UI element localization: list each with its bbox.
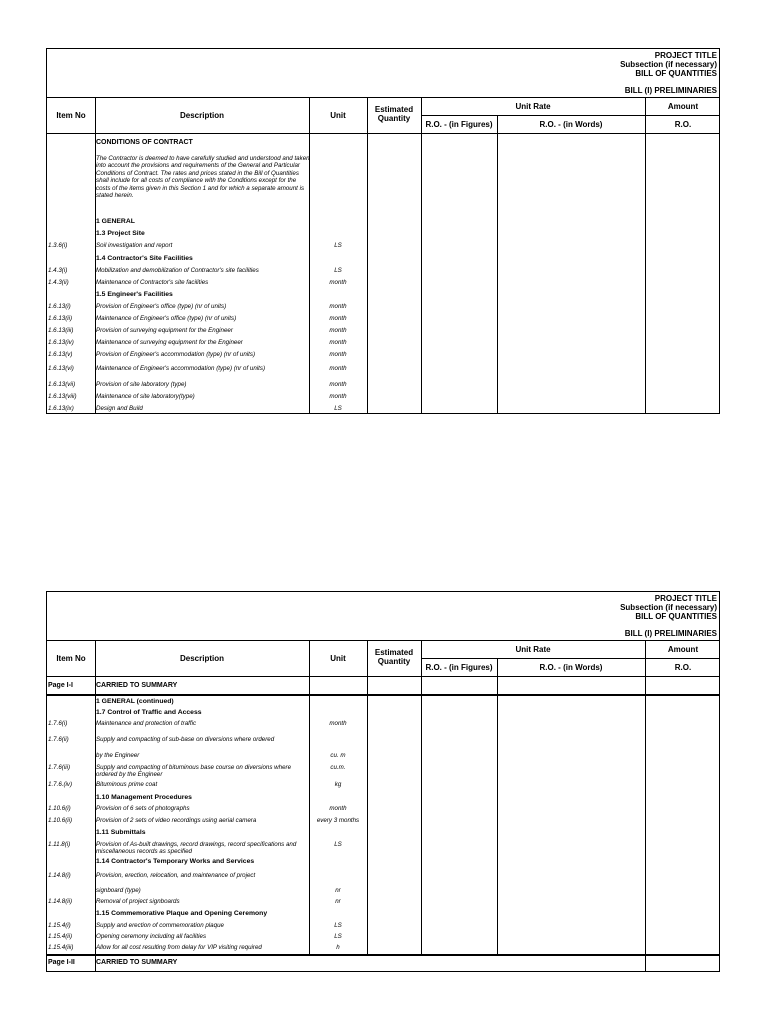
description-cell: Allow for all cost resulting from delay for VIP visiting required	[96, 944, 262, 951]
bill-label: BILL (I) PRELIMINARIES	[624, 629, 717, 638]
col-estimated-quantity: Estimated Quantity	[374, 105, 414, 123]
description-cell: 1.5 Engineer's Facilities	[96, 291, 173, 298]
unit-cell: month	[329, 720, 347, 727]
unit-cell: month	[329, 339, 347, 346]
col-ro-figures: R.O. - (in Figures)	[425, 663, 493, 672]
conditions-heading: CONDITIONS OF CONTRACT	[96, 139, 193, 146]
description-cell: Provision of As-built drawings, record drawings, record specifications and miscellaneous records as specified	[96, 841, 297, 855]
item-no-cell: 1.7.6(ii)	[48, 736, 69, 743]
conditions-text: The Contractor is deemed to have carefully studied and understood and taken into account the provisions and requirements of the General and Particular Conditions of Contract. The rates and prices stated in the Bill of Quantities shall include for all costs of compliance with the Conditions except for the costs of the items given in this Section 1 and for which a separate amount is stated herein.	[96, 155, 310, 200]
description-cell: 1 GENERAL	[96, 218, 135, 225]
item-no-cell: 1.6.13(v)	[48, 351, 73, 358]
description-cell: Maintenance of surveying equipment for the Engineer	[96, 339, 243, 346]
unit-cell: month	[329, 279, 347, 286]
bill-label: BILL (I) PRELIMINARIES	[624, 86, 717, 95]
sheet-header	[620, 594, 717, 638]
item-no-cell: 1.6.13(viii)	[48, 393, 77, 400]
col-item-no: Item No	[56, 654, 86, 663]
item-no-cell: 1.6.13(vii)	[48, 381, 76, 388]
unit-cell: LS	[334, 405, 342, 412]
unit-cell: LS	[334, 922, 342, 929]
description-cell: Provision of Engineer's accommodation (type) (nr of units)	[96, 351, 256, 358]
sheet-header	[620, 51, 717, 95]
unit-cell: h	[336, 944, 340, 951]
item-no-cell: 1.11.8(i)	[48, 841, 71, 848]
description-cell: Bituminous prime coat	[96, 781, 158, 788]
col-ro: R.O.	[674, 663, 692, 672]
col-ro-words: R.O. - (in Words)	[539, 663, 603, 672]
unit-cell: month	[329, 351, 347, 358]
unit-cell: every 3 months	[316, 817, 360, 824]
item-no-cell: 1.10.6(i)	[48, 805, 71, 812]
description-cell: Design and Build	[96, 405, 143, 412]
item-no-cell: 1.7.6(i)	[48, 720, 68, 727]
unit-cell: cu.m.	[330, 764, 346, 771]
unit-cell: month	[329, 365, 347, 372]
item-no-cell: 1.6.13(vi)	[48, 365, 74, 372]
col-description: Description	[179, 111, 224, 120]
description-cell: Provision, erection, relocation, and maintenance of project	[96, 872, 256, 879]
project-title: PROJECT TITLE	[654, 594, 717, 603]
item-no-cell: 1.6.13(iv)	[48, 339, 74, 346]
unit-cell: month	[329, 315, 347, 322]
description-cell: Provision of site laboratory (type)	[96, 381, 187, 388]
col-estimated-quantity: Estimated Quantity	[374, 648, 414, 666]
unit-cell: month	[329, 393, 347, 400]
unit-cell: nr	[335, 887, 341, 894]
description-cell: Maintenance and protection of traffic	[96, 720, 197, 727]
boq-sheet-page-2	[46, 591, 720, 972]
col-item-no: Item No	[56, 111, 86, 120]
carried-bottom-desc: CARRIED TO SUMMARY	[96, 959, 178, 966]
subsection-label: Subsection (if necessary)	[620, 60, 717, 69]
item-no-cell: 1.6.13(ii)	[48, 315, 73, 322]
description-cell: 1.4 Contractor's Site Facilities	[96, 255, 193, 262]
description-cell: Supply and compacting of bituminous base course on diversions where ordered by the Engineer	[96, 764, 292, 778]
col-unit-rate: Unit Rate	[515, 102, 551, 111]
description-cell: Removal of project signboards	[96, 898, 180, 905]
item-no-cell: 1.14.8(ii)	[48, 898, 73, 905]
description-cell: Maintenance of Contractor's site facilities	[96, 279, 209, 286]
unit-cell: LS	[334, 242, 342, 249]
unit-cell: month	[329, 327, 347, 334]
unit-cell: month	[329, 303, 347, 310]
description-cell: 1 GENERAL (continued)	[96, 698, 174, 705]
description-cell: Maintenance of Engineer's office (type) (nr of units)	[96, 315, 237, 322]
description-cell: Provision of 2 sets of video recordings using aerial camera	[96, 817, 257, 824]
description-cell: Provision of surveying equipment for the Engineer	[96, 327, 233, 334]
item-no-cell: 1.7.6.(iv)	[48, 781, 73, 788]
unit-cell: LS	[334, 933, 342, 940]
boq-label: BILL OF QUANTITIES	[635, 69, 717, 78]
description-cell: 1.15 Commemorative Plaque and Opening Ceremony	[96, 910, 268, 917]
item-no-cell: 1.7.6(iii)	[48, 764, 71, 771]
description-cell: signboard (type)	[96, 887, 141, 894]
description-cell: 1.3 Project Site	[96, 230, 145, 237]
item-no-cell: 1.4.3(ii)	[48, 279, 69, 286]
description-cell: 1.7 Control of Traffic and Access	[96, 709, 202, 716]
item-no-cell: 1.6.13(i)	[48, 303, 71, 310]
description-cell: Supply and compacting of sub-base on diversions where ordered	[96, 736, 275, 743]
description-cell: Mobilization and demobilization of Contractor's site facilities	[96, 267, 259, 274]
col-ro-figures: R.O. - (in Figures)	[425, 120, 493, 129]
item-no-cell: 1.14.8(i)	[48, 872, 71, 879]
description-cell: Provision of Engineer's office (type) (nr of units)	[96, 303, 227, 310]
description-cell: 1.14 Contractor's Temporary Works and Services	[96, 858, 255, 865]
description-cell: Provision of 6 sets of photographs	[96, 805, 190, 812]
boq-label: BILL OF QUANTITIES	[635, 612, 717, 621]
unit-cell: kg	[334, 781, 342, 788]
col-amount: Amount	[667, 645, 699, 654]
unit-cell: LS	[334, 267, 342, 274]
carried-top-item: Page I-I	[48, 682, 73, 689]
unit-cell: month	[329, 381, 347, 388]
col-description: Description	[179, 654, 224, 663]
unit-cell: nr	[335, 898, 341, 905]
description-cell: Maintenance of Engineer's accommodation (type) (nr of units)	[96, 365, 266, 372]
item-no-cell: 1.6.13(iii)	[48, 327, 74, 334]
project-title: PROJECT TITLE	[654, 51, 717, 60]
description-cell: 1.11 Submittals	[96, 829, 146, 836]
col-amount: Amount	[667, 102, 699, 111]
unit-cell: cu. m	[330, 752, 346, 759]
description-cell: Maintenance of site laboratory(type)	[96, 393, 195, 400]
col-ro: R.O.	[674, 120, 692, 129]
item-no-cell: 1.15.4(ii)	[48, 933, 73, 940]
description-cell: by the Engineer	[96, 752, 140, 759]
unit-cell: month	[329, 805, 347, 812]
description-cell: Opening ceremony including all facilities	[96, 933, 207, 940]
item-no-cell: 1.3.6(i)	[48, 242, 68, 249]
carried-bottom-item: Page I-II	[48, 959, 75, 966]
col-unit: Unit	[330, 654, 346, 663]
col-ro-words: R.O. - (in Words)	[539, 120, 603, 129]
subsection-label: Subsection (if necessary)	[620, 603, 717, 612]
item-no-cell: 1.15.4(iii)	[48, 944, 74, 951]
item-no-cell: 1.6.13(ix)	[48, 405, 74, 412]
item-no-cell: 1.15.4(i)	[48, 922, 71, 929]
carried-top-desc: CARRIED TO SUMMARY	[96, 682, 178, 689]
description-cell: Soil investigation and report	[96, 242, 173, 249]
item-no-cell: 1.10.6(ii)	[48, 817, 73, 824]
col-unit-rate: Unit Rate	[515, 645, 551, 654]
unit-cell: LS	[334, 841, 342, 848]
description-cell: 1.10 Management Procedures	[96, 794, 192, 801]
col-unit: Unit	[330, 111, 346, 120]
item-no-cell: 1.4.3(i)	[48, 267, 68, 274]
description-cell: Supply and erection of commemoration plaque	[96, 922, 224, 929]
boq-sheet-page-1	[46, 48, 720, 414]
